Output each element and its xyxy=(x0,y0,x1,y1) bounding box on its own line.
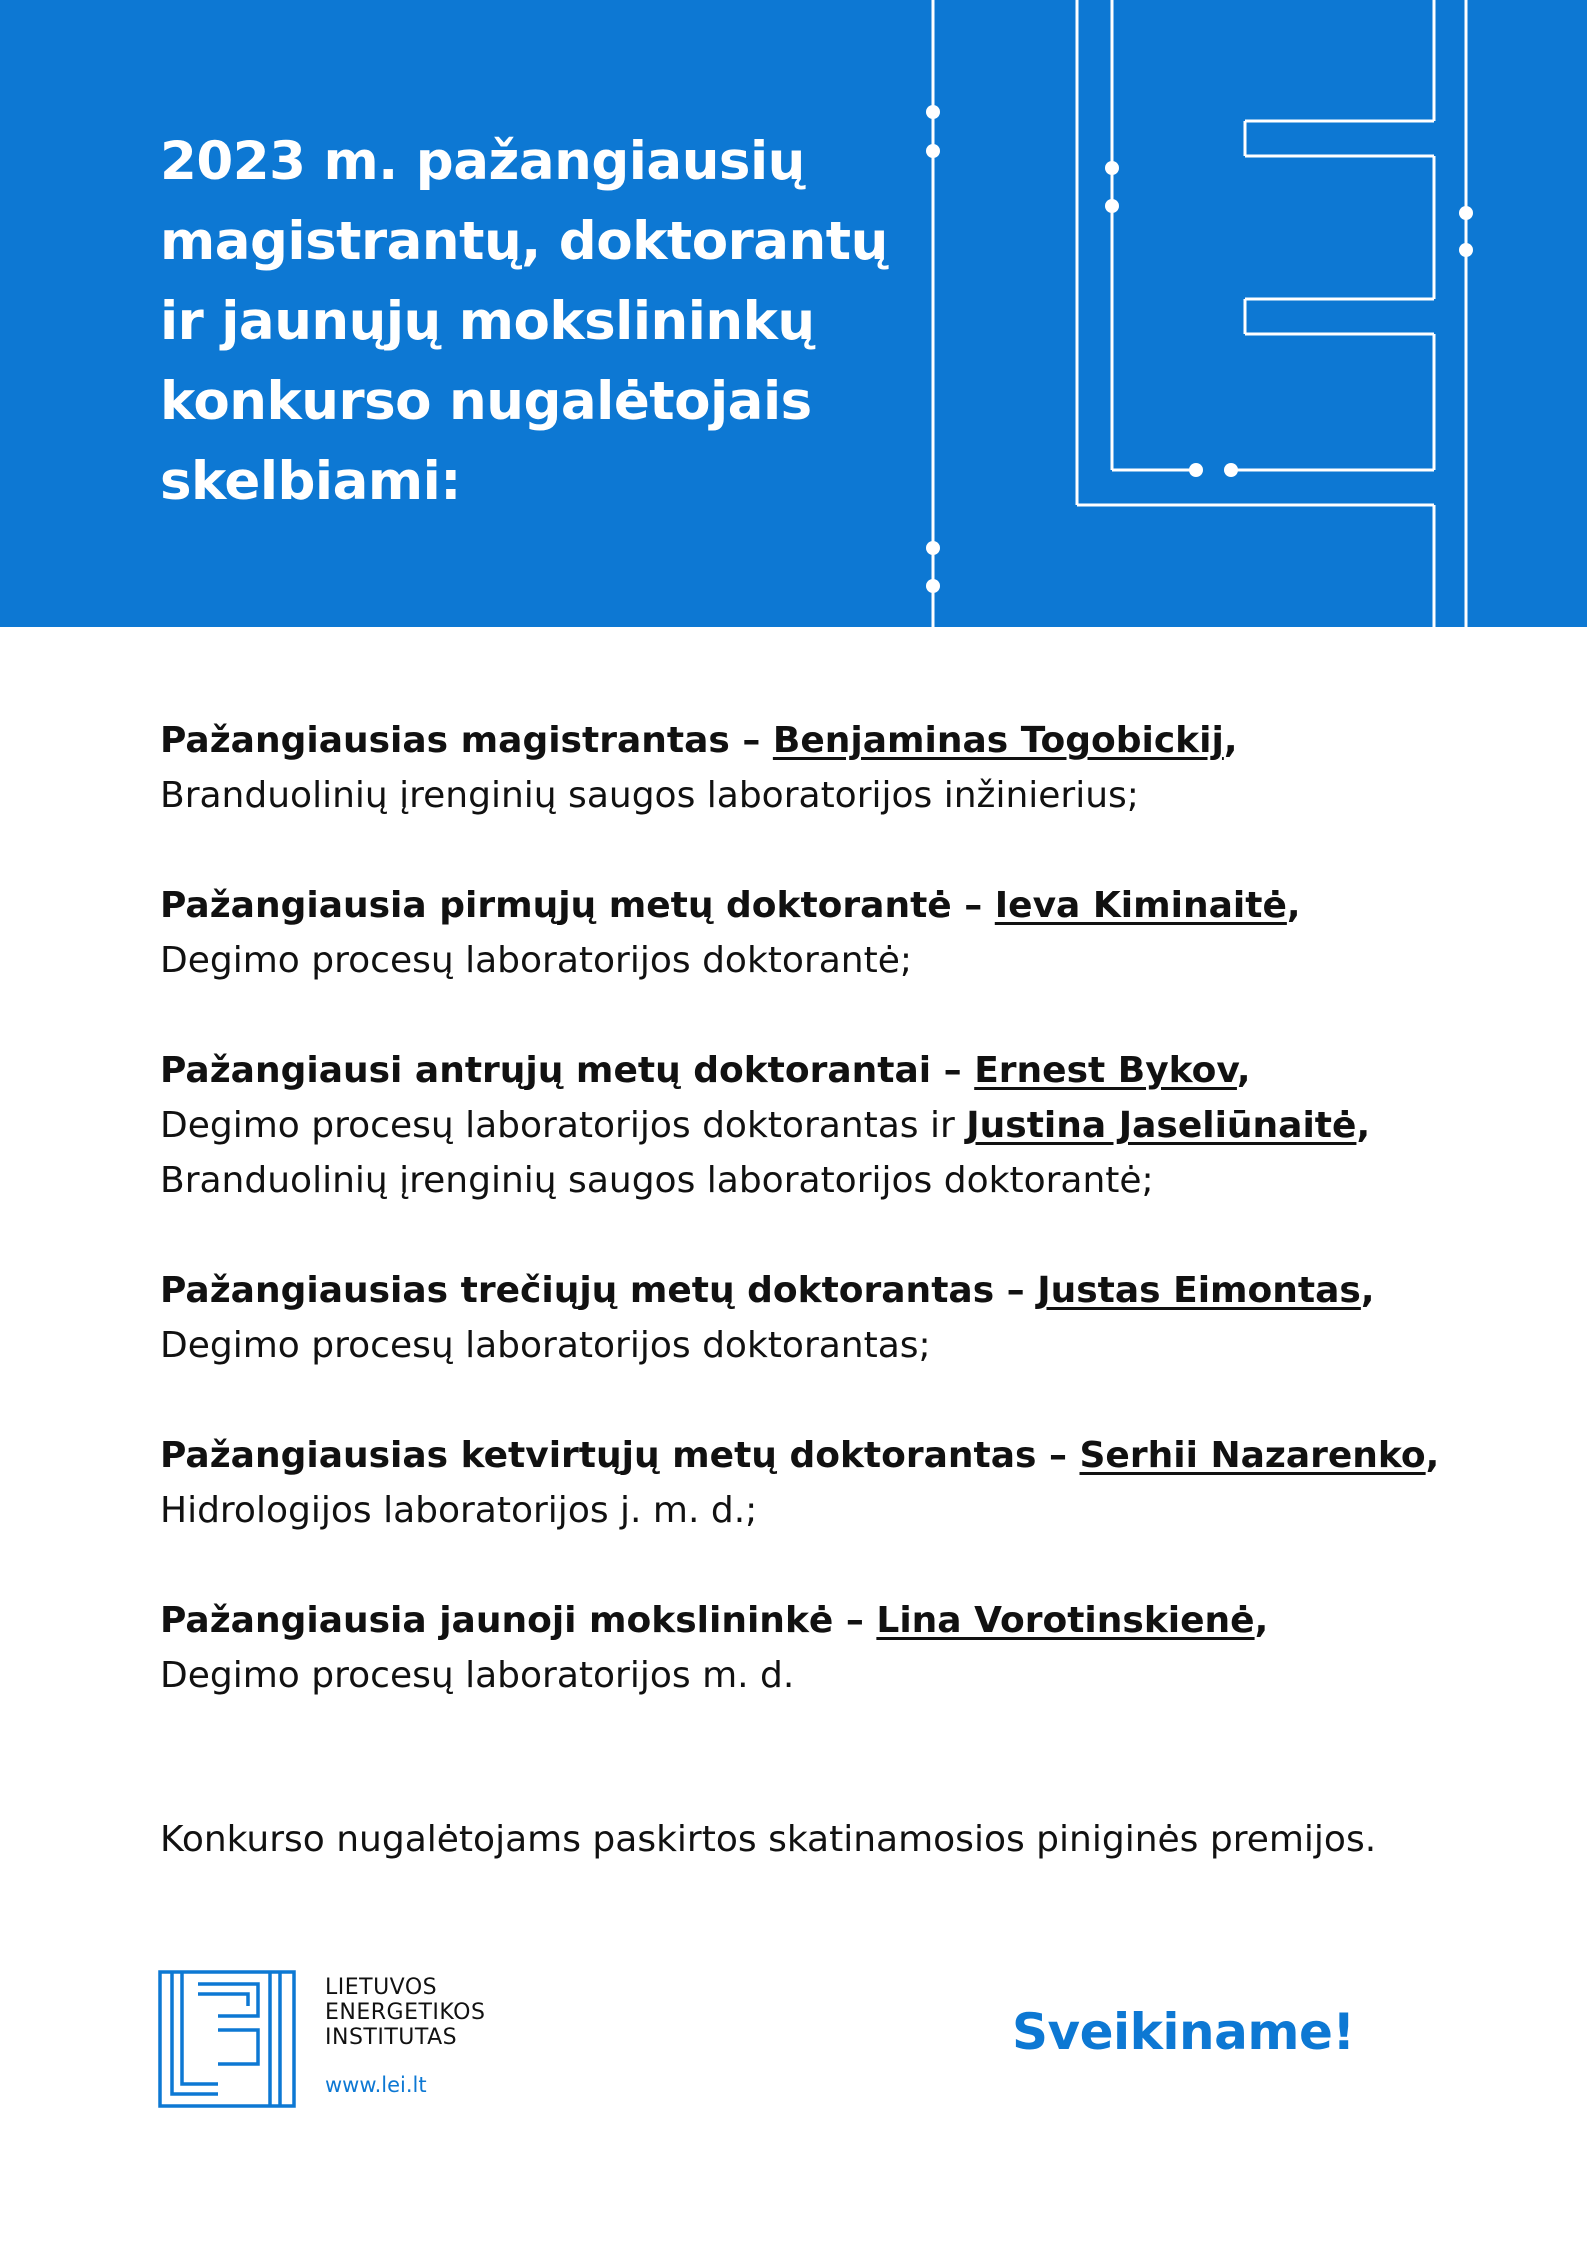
winner-entry xyxy=(160,1428,1460,1538)
winner-name[interactable]: Ieva Kiminaitė xyxy=(994,885,1287,926)
award-label: , xyxy=(1356,1105,1371,1146)
award-label: Pažangiausias trečiųjų metų doktorantas – xyxy=(160,1270,1038,1311)
title-line: magistrantų, doktorantų xyxy=(160,211,888,272)
award-label: Pažangiausia pirmųjų metų doktorantė – xyxy=(160,885,995,926)
winner-line xyxy=(160,1483,1460,1538)
award-label: , xyxy=(1223,720,1238,761)
award-label: , xyxy=(1360,1270,1375,1311)
lei-logo-icon xyxy=(158,1970,298,2110)
winners-list xyxy=(160,713,1460,1758)
institute-name-line: LIETUVOS xyxy=(325,1975,438,2000)
winner-entry xyxy=(160,713,1460,823)
winner-line xyxy=(160,1043,1460,1098)
affiliation-text: Degimo procesų laboratorijos doktorantas; xyxy=(160,1325,931,1366)
award-label: Pažangiausia jaunoji mokslininkė – xyxy=(160,1600,877,1641)
congratulations-text: Sveikiname! xyxy=(1012,2003,1355,2061)
winner-line xyxy=(160,713,1460,768)
award-label: , xyxy=(1286,885,1301,926)
winner-name[interactable]: Serhii Nazarenko xyxy=(1079,1435,1426,1476)
winner-line xyxy=(160,1098,1460,1153)
winner-entry xyxy=(160,1043,1460,1208)
winner-line xyxy=(160,1153,1460,1208)
winner-line xyxy=(160,1428,1460,1483)
winner-line xyxy=(160,878,1460,933)
title-line: konkurso nugalėtojais xyxy=(160,371,812,432)
winner-name[interactable]: Ernest Bykov xyxy=(974,1050,1237,1091)
header-banner xyxy=(0,0,1587,627)
affiliation-text: Branduolinių įrenginių saugos laboratorijos inžinierius; xyxy=(160,775,1139,816)
title-line: ir jaunųjų mokslininkų xyxy=(160,291,815,352)
award-label: , xyxy=(1425,1435,1440,1476)
page-title xyxy=(160,122,920,522)
winner-name[interactable]: Justas Eimontas xyxy=(1037,1270,1361,1311)
winner-line xyxy=(160,1263,1460,1318)
institute-name xyxy=(325,1975,485,2050)
institute-name-line: ENERGETIKOS xyxy=(325,2000,486,2025)
winner-line xyxy=(160,768,1460,823)
affiliation-text: Degimo procesų laboratorijos m. d. xyxy=(160,1655,795,1696)
prize-note: Konkurso nugalėtojams paskirtos skatinamosios piniginės premijos. xyxy=(160,1819,1377,1860)
winner-entry xyxy=(160,878,1460,988)
winner-name[interactable]: Benjaminas Togobickij xyxy=(772,720,1224,761)
award-label: Pažangiausi antrųjų metų doktorantai – xyxy=(160,1050,975,1091)
affiliation-text: Branduolinių įrenginių saugos laboratorijos doktorantė; xyxy=(160,1160,1154,1201)
award-label: , xyxy=(1254,1600,1269,1641)
title-line: 2023 m. pažangiausių xyxy=(160,131,805,192)
institute-name-line: INSTITUTAS xyxy=(325,2025,458,2050)
affiliation-text: Degimo procesų laboratorijos doktorantas ir xyxy=(160,1105,967,1146)
winner-entry xyxy=(160,1593,1460,1703)
winner-entry xyxy=(160,1263,1460,1373)
award-label: Pažangiausias magistrantas – xyxy=(160,720,773,761)
winner-line xyxy=(160,933,1460,988)
affiliation-text: Degimo procesų laboratorijos doktorantė; xyxy=(160,940,913,981)
winner-name[interactable]: Lina Vorotinskienė xyxy=(876,1600,1255,1641)
affiliation-text: Hidrologijos laboratorijos j. m. d.; xyxy=(160,1490,758,1531)
title-line: skelbiami: xyxy=(160,451,461,512)
award-label: Pažangiausias ketvirtųjų metų doktorantas – xyxy=(160,1435,1080,1476)
winner-line xyxy=(160,1593,1460,1648)
winner-line xyxy=(160,1318,1460,1373)
website-link[interactable]: www.lei.lt xyxy=(325,2073,427,2097)
winner-name[interactable]: Justina Jaseliūnaitė xyxy=(966,1105,1357,1146)
award-label: , xyxy=(1236,1050,1251,1091)
winner-line xyxy=(160,1648,1460,1703)
